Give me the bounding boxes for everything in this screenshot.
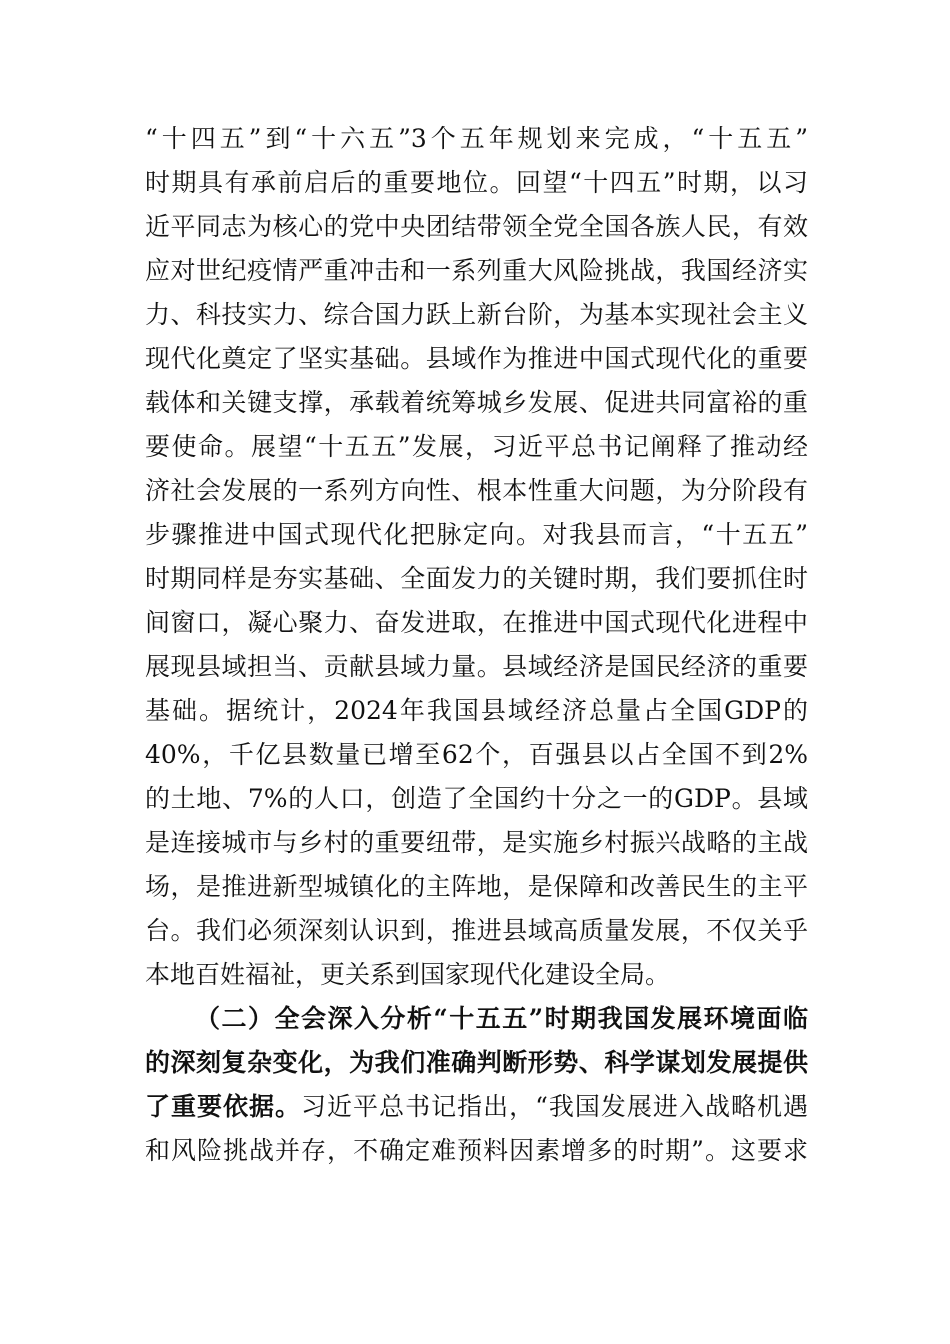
paragraph-1	[145, 117, 808, 997]
section-heading-line: 的深刻复杂变化，为我们准确判断形势、科学谋划发展提供	[145, 1048, 808, 1077]
text-line: 近平同志为核心的党中央团结带领全党全国各族人民，有效	[145, 212, 808, 241]
text-line: 时期具有承前启后的重要地位。回望“十四五”时期，以习	[145, 168, 808, 197]
text-line: 时期同样是夯实基础、全面发力的关键时期，我们要抓住时	[145, 564, 808, 593]
text-line: 是连接城市与乡村的重要纽带，是实施乡村振兴战略的主战	[145, 828, 808, 857]
text-line: 基础。据统计，2024年我国县域经济总量占全国GDP的	[145, 696, 808, 725]
document-body	[145, 117, 808, 1173]
section-heading-line: （二）全会深入分析“十五五”时期我国发展环境面临	[195, 1004, 808, 1033]
text-line: “十四五”到“十六五”3个五年规划来完成，“十五五”	[145, 124, 808, 153]
text-line: 和风险挑战并存，不确定难预料因素增多的时期”。这要求	[145, 1136, 808, 1165]
text-line: 力、科技实力、综合国力跃上新台阶，为基本实现社会主义	[145, 300, 808, 329]
text-line: 应对世纪疫情严重冲击和一系列重大风险挑战，我国经济实	[145, 256, 808, 285]
text-line: 场，是推进新型城镇化的主阵地，是保障和改善民生的主平	[145, 872, 808, 901]
text-line: 展现县域担当、贡献县域力量。县域经济是国民经济的重要	[145, 652, 808, 681]
text-line: 载体和关键支撑，承载着统筹城乡发展、促进共同富裕的重	[145, 388, 808, 417]
paragraph-2	[145, 997, 808, 1173]
text-line: 步骤推进中国式现代化把脉定向。对我县而言，“十五五”	[145, 520, 808, 549]
text-line: 40%，千亿县数量已增至62个，百强县以占全国不到2%	[145, 740, 808, 769]
text-span: 习近平总书记指出，“我国发展进入战略机遇	[301, 1092, 808, 1121]
text-line	[145, 1085, 808, 1129]
text-line: 的土地、7%的人口，创造了全国约十分之一的GDP。县域	[145, 784, 808, 813]
section-heading-tail: 了重要依据。	[145, 1092, 302, 1121]
text-line: 济社会发展的一系列方向性、根本性重大问题，为分阶段有	[145, 476, 808, 505]
text-line: 本地百姓福祉，更关系到国家现代化建设全局。	[145, 960, 671, 989]
text-line: 现代化奠定了坚实基础。县域作为推进中国式现代化的重要	[145, 344, 808, 373]
text-line: 台。我们必须深刻认识到，推进县域高质量发展，不仅关乎	[145, 916, 808, 945]
text-line: 要使命。展望“十五五”发展，习近平总书记阐释了推动经	[145, 432, 808, 461]
text-line: 间窗口，凝心聚力、奋发进取，在推进中国式现代化进程中	[145, 608, 808, 637]
